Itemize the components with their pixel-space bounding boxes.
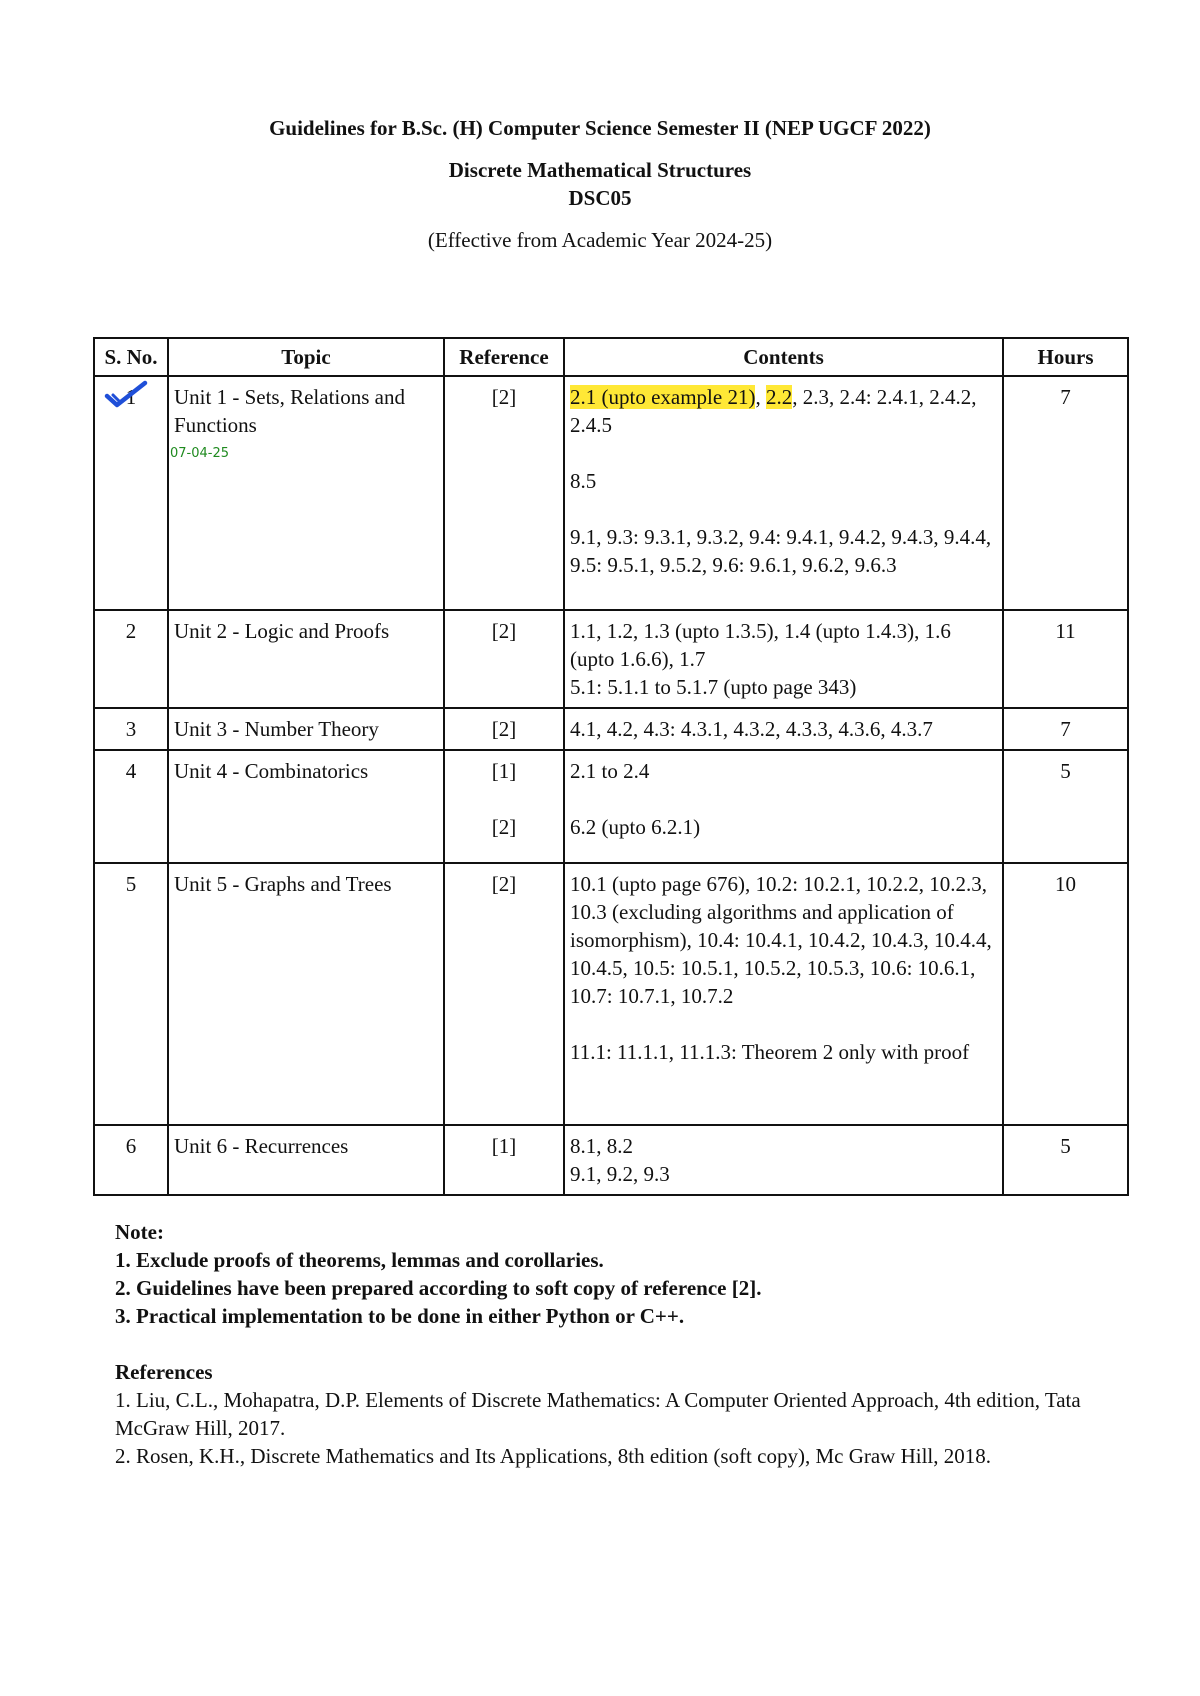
notes-heading: Note: xyxy=(115,1220,164,1244)
table-header-row xyxy=(94,338,1128,376)
highlighted-text: 2.1 (upto example 21) xyxy=(570,385,756,409)
contents-line: 8.5 xyxy=(570,469,597,493)
table-row xyxy=(94,610,1128,708)
header-hours: Hours xyxy=(1003,338,1128,376)
cell-contents xyxy=(564,1125,1003,1195)
references-heading: References xyxy=(115,1360,213,1384)
cell-hours: 11 xyxy=(1003,610,1128,708)
cell-topic: Unit 3 - Number Theory xyxy=(168,708,444,750)
table-row xyxy=(94,376,1128,610)
cell-contents xyxy=(564,376,1003,610)
note-item: 2. Guidelines have been prepared according to soft copy of reference [2]. xyxy=(115,1276,762,1300)
contents-rest: , 2.3, 2.4: 2.4.1, 2.4.2, 2.4.5 xyxy=(570,385,977,437)
contents-line: 5.1: 5.1.1 to 5.1.7 (upto page 343) xyxy=(570,675,857,699)
cell-contents: 4.1, 4.2, 4.3: 4.3.1, 4.3.2, 4.3.3, 4.3.6, 4.3.7 xyxy=(564,708,1003,750)
cell-sno: 2 xyxy=(94,610,168,708)
cell-topic: Unit 6 - Recurrences xyxy=(168,1125,444,1195)
table-row xyxy=(94,1125,1128,1195)
reference-text: [2] xyxy=(491,815,517,839)
contents-line: 1.1, 1.2, 1.3 (upto 1.3.5), 1.4 (upto 1.4.3), 1.6 (upto 1.6.6), 1.7 xyxy=(570,619,951,671)
cell-topic: Unit 2 - Logic and Proofs xyxy=(168,610,444,708)
cell-contents xyxy=(564,750,1003,863)
reference-text: [2] xyxy=(491,385,517,409)
cell-hours: 7 xyxy=(1003,708,1128,750)
contents-line: 11.1: 11.1.1, 11.1.3: Theorem 2 only with proof xyxy=(570,1040,970,1064)
notes-block xyxy=(115,1218,1115,1330)
date-stamp: 07-04-25 xyxy=(170,446,230,461)
contents-line: 9.1, 9.2, 9.3 xyxy=(570,1162,670,1186)
cell-reference: [2] xyxy=(444,708,564,750)
contents-separator: , xyxy=(755,385,766,409)
cell-sno: 6 xyxy=(94,1125,168,1195)
note-item: 3. Practical implementation to be done in either Python or C++. xyxy=(115,1304,685,1328)
cell-topic xyxy=(168,376,444,610)
sno-value: 1 xyxy=(125,385,137,409)
header-topic: Topic xyxy=(168,338,444,376)
cell-contents xyxy=(564,610,1003,708)
header-contents: Contents xyxy=(564,338,1003,376)
effective-date-note: (Effective from Academic Year 2024-25) xyxy=(427,228,773,252)
course-name: Discrete Mathematical Structures xyxy=(448,158,752,182)
document-title: Guidelines for B.Sc. (H) Computer Science Semester II (NEP UGCF 2022) xyxy=(269,116,931,140)
note-item: 1. Exclude proofs of theorems, lemmas and corollaries. xyxy=(115,1248,604,1272)
table-row xyxy=(94,750,1128,863)
cell-hours: 7 xyxy=(1003,376,1128,610)
contents-line: 2.1 to 2.4 xyxy=(570,759,650,783)
cell-hours: 10 xyxy=(1003,863,1128,1125)
topic-text: Unit 1 - Sets, Relations and Functions xyxy=(174,385,405,437)
cell-reference xyxy=(444,376,564,610)
cell-reference: [2] xyxy=(444,863,564,1125)
table-row xyxy=(94,863,1128,1125)
cell-reference: [1] xyxy=(444,1125,564,1195)
course-code: DSC05 xyxy=(568,186,632,210)
cell-contents xyxy=(564,863,1003,1125)
cell-hours: 5 xyxy=(1003,750,1128,863)
contents-line: 6.2 (upto 6.2.1) xyxy=(570,815,701,839)
header-reference: Reference xyxy=(444,338,564,376)
syllabus-table xyxy=(93,337,1129,1196)
header-sno: S. No. xyxy=(94,338,168,376)
reference-text: [1] xyxy=(491,759,517,783)
notes-section xyxy=(115,1218,1115,1498)
contents-line xyxy=(570,383,997,439)
reference-item: 2. Rosen, K.H., Discrete Mathematics and Its Applications, 8th edition (soft copy), Mc Graw Hill, 2018. xyxy=(115,1444,992,1468)
cell-sno: 4 xyxy=(94,750,168,863)
references-block xyxy=(115,1358,1115,1470)
cell-sno: 5 xyxy=(94,863,168,1125)
contents-line: 8.1, 8.2 xyxy=(570,1134,633,1158)
contents-line: 10.1 (upto page 676), 10.2: 10.2.1, 10.2.2, 10.2.3, 10.3 (excluding algorithms and application of isomorphism), 10.4: 10.4.1, 10.4.2, 10.4.3, 10.4.4, 10.4.5, 10.5: 10.5.1, 10.5.2, 10.5.3, 10.6: 10.6.1, 10.7: 10.7.1, 10.7.2 xyxy=(570,872,992,1008)
cell-reference: [2] xyxy=(444,610,564,708)
highlighted-text: 2.2 xyxy=(765,385,793,409)
cell-reference xyxy=(444,750,564,863)
cell-topic: Unit 5 - Graphs and Trees xyxy=(168,863,444,1125)
contents-line: 9.1, 9.3: 9.3.1, 9.3.2, 9.4: 9.4.1, 9.4.2, 9.4.3, 9.4.4, 9.5: 9.5.1, 9.5.2, 9.6: 9.6.1, 9.6.2, 9.6.3 xyxy=(570,525,992,577)
table-row xyxy=(94,708,1128,750)
cell-sno xyxy=(94,376,168,610)
reference-item: 1. Liu, C.L., Mohapatra, D.P. Elements of Discrete Mathematics: A Computer Oriented Approach, 4th edition, Tata McGraw Hill, 2017. xyxy=(115,1388,1081,1440)
cell-topic: Unit 4 - Combinatorics xyxy=(168,750,444,863)
cell-sno: 3 xyxy=(94,708,168,750)
cell-hours: 5 xyxy=(1003,1125,1128,1195)
